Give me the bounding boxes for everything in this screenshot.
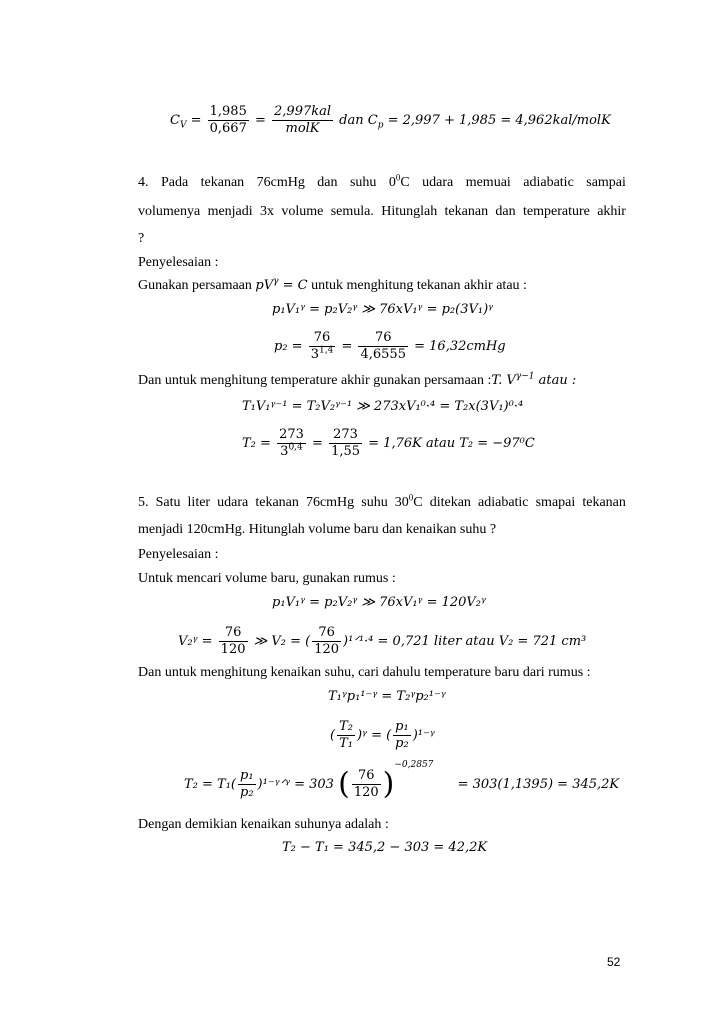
problem5-dan-line: Dan untuk menghitung kenaikan suhu, cari dahulu temperature baru dari rumus : [138, 665, 591, 680]
equation-v2: V₂ᵞ = $\frac{76}{120}$ ≫ V₂ = ( $\frac{76}{120}$ )¹ᐟ¹·⁴ = 0,721 liter atau V₂ = 721 cm³ [178, 625, 587, 657]
problem5-dengan-line: Dengan demikian kenaikan suhunya adalah : [138, 817, 389, 832]
problem4-line2: volumenya menjadi 3x volume semula. Hitunglah tekanan dan temperature akhir [138, 204, 626, 219]
problem5-line1: 5. Satu liter udara tekanan 76cmHg suhu $30^0C$ ditekan adiabatic smapai tekanan [138, 492, 626, 510]
problem4-gunakan-line: Gunakan persamaan $pV^\gamma = C$ untuk menghitung tekanan akhir atau : [138, 276, 527, 293]
equation-adiabatic-volume: p₁V₁ᵞ = p₂V₂ᵞ ≫ 76xV₁ᵞ = 120V₂ᵞ [272, 595, 486, 610]
problem4-temperature-line: Dan untuk menghitung temperature akhir gunakan persamaan :T. $V^{\gamma-1}$ atau : [138, 371, 577, 388]
equation-ratio: ( $\frac{\text{T₂}}{\text{T₁}}$ )ᵞ = ( $\frac{\text{p₁}}{\text{p₂}}$ )¹⁻ᵞ [330, 719, 435, 751]
problem5-line2: menjadi 120cmHg. Hitunglah volume baru dan kenaikan suhu ? [138, 522, 497, 537]
equation-t2-result: T₂ = T₁( $\frac{\text{p₁}}{\text{p₂}}$ )¹⁻ᵞᐟᵞ = 303 ( $\frac{76}{120}$ )$^{-0,2857}$ = 303(1,1395) = 345,2K [184, 759, 620, 802]
equation-cv: $C_V$ = $\frac{1,985}{0,667}$ = $\frac{\text{2,997kal}}{\text{molK}}$ dan $C_p = 2,997 + 1,985$ = 4,962kal/molK [170, 104, 611, 136]
equation-t2: T₂ = $\frac{273}{3^{0,4}}$ = $\frac{273}{1,55}$ = 1,76K atau T₂ = −97⁰C [242, 427, 535, 459]
problem5-untuk-line: Untuk mencari volume baru, gunakan rumus : [138, 571, 396, 586]
page-number: 52 [607, 955, 621, 969]
equation-p2: p₂ = $\frac{76}{3^{1,4}}$ = $\frac{76}{4,6555}$ = 16,32cmHg [274, 330, 506, 362]
equation-temperature-rise: T₂ − T₁ = 345,2 − 303 = 42,2K [282, 840, 488, 855]
problem4-question-mark: ? [138, 231, 145, 246]
problem4-line1: 4. Pada tekanan 76cmHg dan suhu $0^0C$ udara memuai adiabatic sampai [138, 172, 626, 190]
problem4-penyelesaian: Penyelesaian : [138, 255, 219, 270]
equation-adiabatic-temperature: T₁V₁ᵞ⁻¹ = T₂V₂ᵞ⁻¹ ≫ 273xV₁⁰·⁴ = T₂x(3V₁)⁰·⁴ [242, 399, 524, 414]
equation-temperature-pressure: T₁ᵞp₁¹⁻ᵞ = T₂ᵞp₂¹⁻ᵞ [328, 689, 446, 704]
problem5-penyelesaian: Penyelesaian : [138, 547, 219, 562]
equation-adiabatic-pressure: p₁V₁ᵞ = p₂V₂ᵞ ≫ 76xV₁ᵞ = p₂(3V₁)ᵞ [272, 302, 494, 317]
